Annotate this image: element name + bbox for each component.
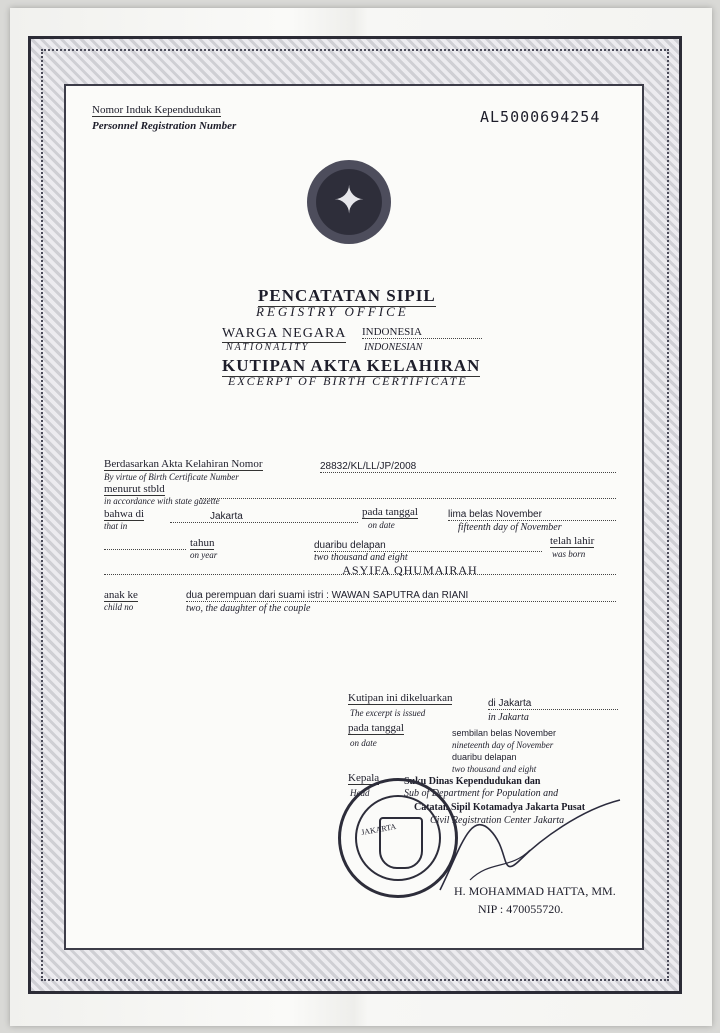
issued-label-en: The excerpt is issued <box>350 708 426 718</box>
certificate-number-label-en: By virtue of Birth Certificate Number <box>104 472 239 482</box>
child-number-label: anak ke <box>104 589 138 601</box>
issue-date-label: pada tanggal <box>348 722 404 734</box>
document-title: KUTIPAN AKTA KELAHIRAN <box>222 356 481 375</box>
stbld-label: menurut stbld <box>104 483 165 495</box>
head-label-en: Head <box>350 788 370 798</box>
nik-label: Nomor Induk Kependudukan <box>92 104 221 116</box>
child-number-label-en: child no <box>104 602 134 612</box>
birthyear: duaribu delapan <box>314 540 542 552</box>
birthdate-en: fifteenth day of November <box>458 522 562 533</box>
garuda-emblem-icon: ✦ <box>307 160 391 244</box>
office-title: PENCATATAN SIPIL <box>258 286 436 305</box>
issue-date-en: nineteenth day of November <box>452 740 554 750</box>
stbld-value-line <box>200 490 616 499</box>
issue-date: sembilan belas November <box>452 728 557 738</box>
office-title-en: REGISTRY OFFICE <box>256 304 409 319</box>
head-label: Kepala <box>348 772 380 784</box>
serial-number: AL5000694254 <box>480 108 601 126</box>
office-line-1: Suku Dinas Kependudukan dan <box>404 776 541 787</box>
nationality-label-en: NATIONALITY <box>226 342 310 353</box>
issued-label: Kutipan ini dikeluarkan <box>348 692 453 704</box>
nationality-value-en: INDONESIAN <box>364 342 423 353</box>
birthyear-line <box>104 548 186 550</box>
issued-place: di Jakarta <box>488 698 618 710</box>
child-name: ASYIFA QHUMAIRAH <box>104 563 616 575</box>
nationality-label: WARGA NEGARA <box>222 326 347 341</box>
nationality-value: INDONESIA <box>362 326 482 339</box>
birthdate-label: pada tanggal <box>362 506 418 518</box>
office-line-1-en: Sub of Department for Population and <box>404 788 559 799</box>
issue-year-en: two thousand and eight <box>452 764 537 774</box>
certificate-number: 28832/KL/LL/JP/2008 <box>320 461 616 473</box>
birthdate-label-en: on date <box>368 520 395 530</box>
official-nip: NIP : 470055720. <box>478 902 564 916</box>
document-title-en: EXCERPT OF BIRTH CERTIFICATE <box>228 374 468 388</box>
office-line-2: Catatan Sipil Kotamadya Jakarta Pusat <box>414 802 586 813</box>
stamp-text: JAKARTA <box>360 822 397 837</box>
birthyear-en: two thousand and eight <box>314 552 408 563</box>
child-description: dua perempuan dari suami istri : WAWAN SAPUTRA dan RIANI <box>186 590 616 602</box>
birthdate: lima belas November <box>448 509 616 521</box>
birthyear-label-en: on year <box>190 550 218 560</box>
birthplace: Jakarta <box>170 511 358 523</box>
nik-label-en: Personnel Registration Number <box>92 120 237 132</box>
office-line-2-en: Civil Registration Center Jakarta <box>430 815 565 826</box>
issued-place-en: in Jakarta <box>488 712 529 723</box>
issue-year: duaribu delapan <box>452 752 517 762</box>
official-name: H. MOHAMMAD HATTA, MM. <box>454 884 616 898</box>
birthyear-label: tahun <box>190 537 215 549</box>
born-label-en: was born <box>552 549 586 559</box>
issue-date-label-en: on date <box>350 738 377 748</box>
born-label: telah lahir <box>550 535 595 547</box>
birthplace-label: bahwa di <box>104 508 145 520</box>
child-description-en: two, the daughter of the couple <box>186 603 311 614</box>
certificate-number-label: Berdasarkan Akta Kelahiran Nomor <box>104 458 263 470</box>
stbld-label-en: in accordance with state gazette <box>104 496 220 506</box>
birthplace-label-en: that in <box>104 521 128 531</box>
